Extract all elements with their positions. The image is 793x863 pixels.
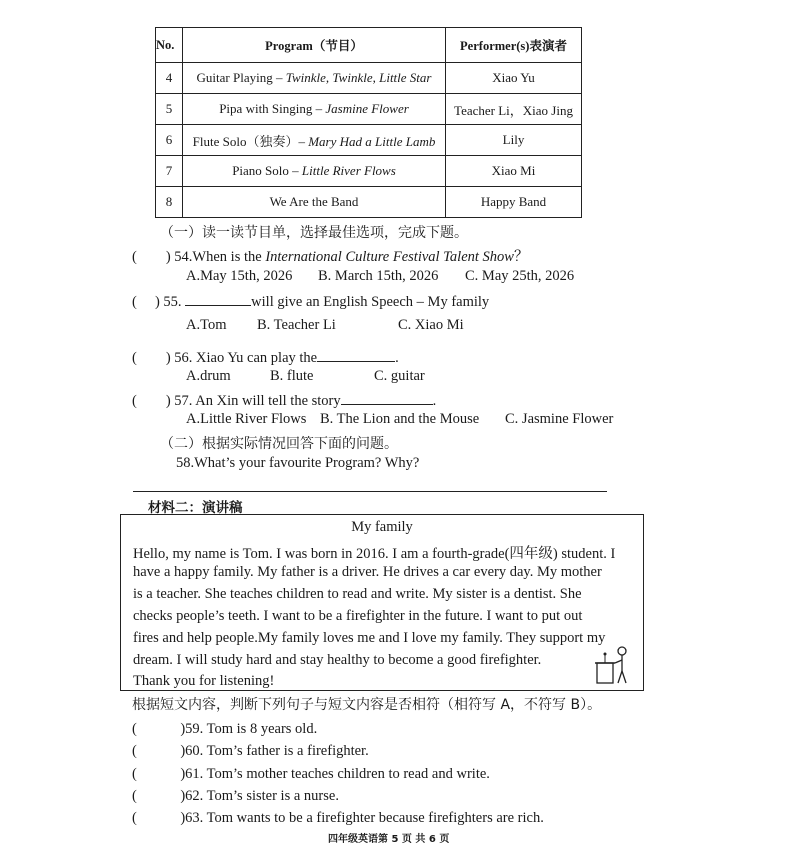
question-text: 62. Tom’s sister is a nurse. (185, 788, 339, 804)
table-row (156, 187, 582, 218)
answer-paren[interactable]: ( ) (132, 249, 171, 265)
q55-option-b: B. Teacher Li (257, 317, 336, 333)
answer-paren[interactable]: ( ) (132, 294, 160, 310)
q54-option-c: C. May 25th, 2026 (465, 268, 575, 284)
row-program (183, 156, 446, 187)
q57-option-c: C. Jasmine Flower (505, 411, 614, 427)
passage-line: Thank you for listening! (133, 673, 275, 689)
row-program (183, 187, 446, 218)
row-performer: Happy Band (446, 187, 582, 218)
question-number: 55. (163, 294, 186, 310)
row-no: 8 (156, 187, 183, 218)
fill-blank[interactable] (341, 390, 433, 405)
program-name: We Are the Band (269, 194, 359, 209)
instruction-text: 根据短文内容，判断下列句子与短文内容是否相符（相符写 A，不符写 B）。 (132, 697, 602, 713)
passage-box (120, 514, 644, 691)
question-60 (132, 739, 369, 760)
program-title: Twinkle, Twinkle, Little Star (285, 70, 432, 85)
row-program (183, 125, 446, 156)
question-text: 59. Tom is 8 years old. (185, 721, 318, 737)
answer-paren[interactable]: ( ) (132, 350, 171, 366)
question-55 (132, 290, 489, 311)
q55-option-c: C. Xiao Mi (398, 317, 464, 333)
passage-line: checks people’s teeth. I want to be a firefighter in the future. I want to put out (133, 608, 583, 624)
question-62 (132, 784, 339, 805)
program-title: Little River Flows (301, 163, 396, 178)
material-heading: 材料二：演讲稿 (148, 500, 243, 516)
table-row (156, 94, 582, 125)
table-row (156, 156, 582, 187)
question-text: will give an English Speech – My family (251, 294, 490, 310)
table-header-row (156, 28, 582, 63)
answer-paren[interactable]: ( ) (132, 393, 171, 409)
table-row (156, 125, 582, 156)
program-name: Flute Solo（独奏）– (192, 133, 309, 149)
question-57 (132, 389, 436, 410)
passage-line: Hello, my name is Tom. I was born in 2016. I am a fourth-grade(四年级) student. I (133, 546, 616, 562)
program-name: Pipa with Singing – (219, 101, 326, 116)
row-performer: Lily (446, 125, 582, 156)
header-performer: Performer(s)表演者 (446, 28, 582, 63)
passage-title: My family (351, 519, 413, 535)
row-no: 4 (156, 63, 183, 94)
answer-line[interactable] (133, 491, 607, 492)
speaker-podium-icon (591, 643, 635, 687)
page-footer: 四年级英语第 5 页 共 6 页 (328, 834, 450, 845)
passage-line: fires and help people.My family loves me and I love my family. They support my (133, 630, 606, 646)
answer-paren[interactable]: ( ) (132, 721, 186, 737)
question-56 (132, 346, 399, 367)
row-no: 6 (156, 125, 183, 156)
event-title: International Culture Festival Talent Show (265, 249, 514, 265)
period: . (395, 350, 399, 366)
fill-blank[interactable] (317, 347, 395, 362)
program-title: Jasmine Flower (325, 101, 409, 116)
section-heading-2: （二）根据实际情况回答下面的问题。 (160, 436, 398, 452)
table-row (156, 63, 582, 94)
q57-option-a: A.Little River Flows (186, 411, 307, 427)
header-no: No. (156, 28, 183, 63)
question-54 (132, 245, 528, 266)
question-59 (132, 717, 317, 738)
question-mark: ？ (513, 249, 529, 265)
question-text: 60. Tom’s father is a firefighter. (185, 743, 369, 759)
question-63 (132, 806, 544, 827)
answer-paren[interactable]: ( ) (132, 766, 186, 782)
row-no: 7 (156, 156, 183, 187)
answer-paren[interactable]: ( ) (132, 810, 186, 826)
row-performer: Xiao Yu (446, 63, 582, 94)
q54-option-b: B. March 15th, 2026 (318, 268, 439, 284)
row-program (183, 94, 446, 125)
section-heading-1: （一）读一读节目单，选择最佳选项，完成下题。 (160, 225, 468, 241)
q55-option-a: A.Tom (186, 317, 227, 333)
q54-option-a: A.May 15th, 2026 (186, 268, 293, 284)
answer-paren[interactable]: ( ) (132, 743, 186, 759)
q56-option-a: A.drum (186, 368, 231, 384)
question-text: 56. Xiao Yu can play the (174, 350, 318, 366)
row-no: 5 (156, 94, 183, 125)
answer-paren[interactable]: ( ) (132, 788, 186, 804)
program-title: Mary Had a Little Lamb (308, 133, 436, 149)
period: . (432, 393, 437, 409)
question-text: 63. Tom wants to be a firefighter because firefighters are rich. (185, 810, 544, 826)
passage-line: is a teacher. She teaches children to read and write. My sister is a dentist. She (133, 586, 582, 602)
row-performer: Teacher Li，Xiao Jing (446, 94, 582, 125)
q57-option-b: B. The Lion and the Mouse (320, 411, 480, 427)
question-text: 61. Tom’s mother teaches children to read and write. (185, 766, 490, 782)
passage-line: dream. I will study hard and stay healthy to become a good firefighter. (133, 652, 542, 668)
row-program (183, 63, 446, 94)
passage-line: have a happy family. My father is a driver. He drives a car every day. My mother (133, 564, 602, 580)
fill-blank[interactable] (185, 291, 251, 306)
program-name: Piano Solo – (232, 163, 302, 178)
header-program: Program（节目） (183, 28, 446, 63)
question-61 (132, 762, 490, 783)
program-name: Guitar Playing – (196, 70, 286, 85)
question-text: 57. An Xin will tell the story (174, 393, 341, 409)
row-performer: Xiao Mi (446, 156, 582, 187)
q56-option-c: C. guitar (374, 368, 425, 384)
q56-option-b: B. flute (270, 368, 314, 384)
question-58: 58.What’s your favourite Program? Why? (176, 455, 420, 471)
program-table (155, 27, 582, 218)
question-text: 54.When is the (174, 249, 266, 265)
